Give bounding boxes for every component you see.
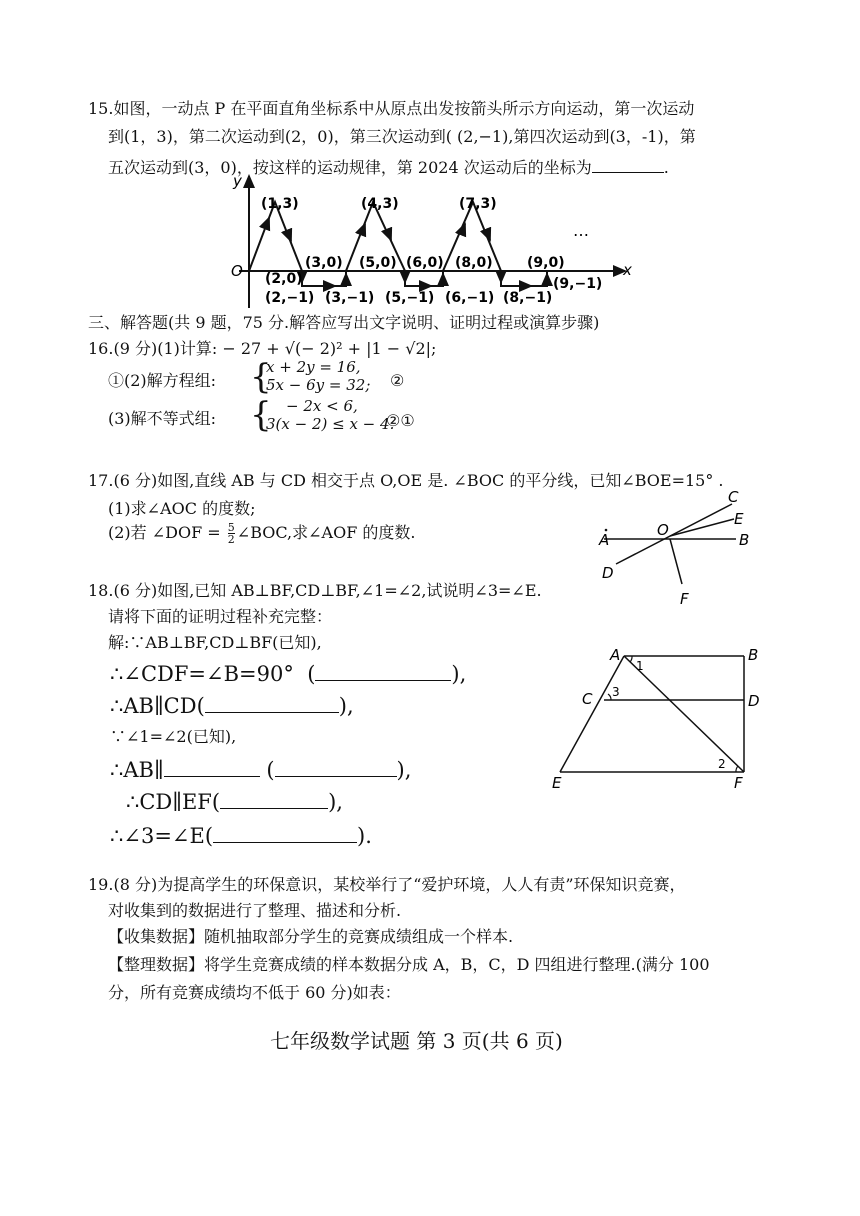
q18-blank1 xyxy=(315,660,451,681)
label-7-3: (7,3) xyxy=(459,196,497,212)
q16-p2-eq2: 5x − 6y = 32; xyxy=(266,376,371,394)
q18-blank6 xyxy=(213,822,357,843)
q16-p2-prefix: ①(2)解方程组: xyxy=(108,371,217,390)
q17-label-O: O xyxy=(657,521,669,539)
q16-p3-mark: ②① xyxy=(386,411,415,430)
q17-label-D: D xyxy=(602,564,614,582)
label-3-m1: (3,−1) xyxy=(325,290,375,306)
q16-p3-eq1: − 2x < 6, xyxy=(286,397,358,415)
q18-step6: ∴∠3=∠E( ). xyxy=(110,824,372,848)
label-5-0: (5,0) xyxy=(359,255,397,271)
label-8-m1: (8,−1) xyxy=(503,290,553,306)
page-footer: 七年级数学试题 第 3 页(共 6 页) xyxy=(270,1029,563,1053)
q18-blank2 xyxy=(205,692,339,713)
q15-motion-graph xyxy=(225,168,645,310)
q15-line1: 15.如图，一动点 P 在平面直角坐标系中从原点出发按箭头所示方向运动，第一次运动 xyxy=(88,99,695,118)
label-5-m1: (5,−1) xyxy=(385,290,435,306)
label-3-0: (3,0) xyxy=(305,255,343,271)
label-6-0: (6,0) xyxy=(406,255,444,271)
label-2-0: (2,0) xyxy=(265,271,303,287)
q17-line2: (1)求∠AOC 的度数; xyxy=(108,499,256,518)
label-9-m1: (9,−1) xyxy=(553,276,603,292)
q18-line3: 解:∵AB⊥BF,CD⊥BF(已知), xyxy=(108,633,322,652)
q17-line3: (2)若 ∠DOF = $\frac{5}{2}$ ∠BOC,求∠AOF 的度数. xyxy=(108,521,416,546)
q18-label-A: A xyxy=(610,646,621,664)
label-9-0: (9,0) xyxy=(527,255,565,271)
q18-parallel-figure xyxy=(548,642,778,792)
q17-angle-figure xyxy=(594,484,774,608)
q16-line1: 16.(9 分)(1)计算: − 27 + √(− 2)² + |1 − √2|; xyxy=(88,339,437,358)
q15-line3-text: 五次运动到(3，0)，按这样的运动规律，第 2024 次运动后的坐标为 xyxy=(108,158,592,177)
q18-label-C: C xyxy=(582,690,593,708)
label-1-3: (1,3) xyxy=(261,196,299,212)
q16-p2-eq1: x + 2y = 16, xyxy=(266,358,361,376)
label-6-m1: (6,−1) xyxy=(445,290,495,306)
q18-step4: ∴AB∥ ( ), xyxy=(110,758,412,782)
q16-p3-brace: { xyxy=(250,395,272,435)
q18-step2: ∴AB∥CD( ), xyxy=(110,694,354,718)
q19-line1: 19.(8 分)为提高学生的环保意识，某校举行了“爱护环境，人人有责”环保知识竞赛， xyxy=(88,875,686,894)
q15-line2: 到(1，3)，第二次运动到(2，0)，第三次运动到( (2,−1),第四次运动到(3，-1)，第 xyxy=(108,127,696,146)
q16-p2-mark: ② xyxy=(390,371,405,390)
q16-p3-eq2: 3(x − 2) ≤ x − 4. xyxy=(266,415,395,433)
q19-line5: 分，所有竞赛成绩均不低于 60 分)如表： xyxy=(108,983,401,1002)
graph-origin: O xyxy=(231,262,243,280)
q18-blank4 xyxy=(275,756,397,777)
q18-angle-2: 2 xyxy=(718,757,726,771)
q18-angle-1: 1 xyxy=(636,659,644,673)
section3-heading: 三、解答题(共 9 题，75 分.解答应写出文字说明、证明过程或演算步骤) xyxy=(88,313,600,332)
q18-label-B: B xyxy=(748,646,759,664)
q18-angle-3: 3 xyxy=(612,685,620,699)
graph-y-label: y xyxy=(233,172,242,190)
label-4-3: (4,3) xyxy=(361,196,399,212)
q15-line3-end: . xyxy=(663,158,669,177)
q18-blank5 xyxy=(220,788,328,809)
q19-line2: 对收集到的数据进行了整理、描述和分析. xyxy=(108,901,402,920)
q17-label-A: A xyxy=(599,531,610,549)
q17-fraction: $\frac{5}{2}$ xyxy=(227,521,235,546)
q18-step5: ∴CD∥EF( ), xyxy=(126,790,343,814)
graph-x-label: x xyxy=(623,261,632,279)
q18-line1: 18.(6 分)如图,已知 AB⊥BF,CD⊥BF,∠1=∠2,试说明∠3=∠E. xyxy=(88,581,542,600)
label-8-0: (8,0) xyxy=(455,255,493,271)
q16-p2-brace: { xyxy=(250,357,272,397)
label-2-m1: (2,−1) xyxy=(265,290,315,306)
q19-line3: 【收集数据】随机抽取部分学生的竞赛成绩组成一个样本. xyxy=(108,927,514,946)
graph-ellipsis: … xyxy=(573,221,589,240)
q17-label-E: E xyxy=(734,510,744,528)
q18-label-D: D xyxy=(748,692,760,710)
q18-line2: 请将下面的证明过程补充完整： xyxy=(108,607,333,626)
q19-line4: 【整理数据】将学生竞赛成绩的样本数据分成 A，B，C，D 四组进行整理.(满分 100 xyxy=(108,955,710,974)
q18-step1: ∴∠CDF=∠B=90° ( ), xyxy=(110,662,467,686)
q18-blank3 xyxy=(164,756,260,777)
q16-p3-prefix: (3)解不等式组: xyxy=(108,409,217,428)
q18-label-F: F xyxy=(734,774,743,792)
q17-label-B: B xyxy=(739,531,750,549)
q18-label-E: E xyxy=(552,774,562,792)
q18-step3: ∵∠1=∠2(已知), xyxy=(110,727,237,746)
q17-line1: 17.(6 分)如图,直线 AB 与 CD 相交于点 O,OE 是. ∠BOC 的平分线，已知∠BOE=15° . xyxy=(88,471,724,490)
q17-label-C: C xyxy=(728,488,739,506)
q17-label-F: F xyxy=(680,590,689,608)
